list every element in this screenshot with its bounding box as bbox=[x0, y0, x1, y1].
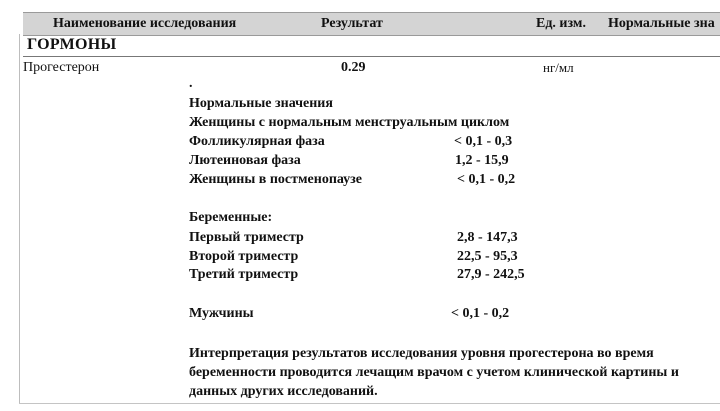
reference-t2-value: 22,5 - 95,3 bbox=[457, 249, 518, 264]
reference-luteal-label: Лютеиновая фаза bbox=[189, 153, 301, 168]
reference-t3-label: Третий триместр bbox=[189, 267, 299, 282]
reference-t1-label: Первый триместр bbox=[189, 230, 304, 245]
column-header-normal: Нормальные зна bbox=[608, 16, 715, 31]
reference-t2-label: Второй триместр bbox=[189, 249, 299, 264]
test-unit: нг/мл bbox=[543, 60, 574, 75]
reference-men-value: < 0,1 - 0,2 bbox=[451, 306, 510, 321]
column-header-result: Результат bbox=[321, 16, 383, 31]
column-header-name: Наименование исследования bbox=[53, 16, 237, 31]
section-title: ГОРМОНЫ bbox=[27, 36, 117, 53]
section-divider bbox=[23, 56, 720, 57]
table-bottom-border bbox=[19, 403, 720, 404]
reference-follicular-value: < 0,1 - 0,3 bbox=[454, 134, 513, 149]
reference-postmeno-value: < 0,1 - 0,2 bbox=[457, 172, 516, 187]
reference-note-line-1: Интерпретация результатов исследования уровня прогестерона во время bbox=[189, 346, 654, 361]
test-name: Прогестерон bbox=[23, 60, 100, 75]
reference-men-label: Мужчины bbox=[189, 306, 254, 321]
reference-note-line-2: беременности проводится лечащим врачом с учетом клинической картины и bbox=[189, 365, 679, 380]
table-left-border bbox=[19, 34, 20, 404]
reference-t3-value: 27,9 - 242,5 bbox=[457, 267, 525, 282]
reference-note-line-3: данных других исследований. bbox=[189, 384, 378, 399]
reference-normal-title: Нормальные значения bbox=[189, 96, 333, 111]
reference-women-cycle: Женщины с нормальным менструальным циклом bbox=[189, 115, 510, 130]
reference-bullet: . bbox=[189, 76, 193, 91]
table-header bbox=[23, 12, 720, 36]
test-result: 0.29 bbox=[341, 60, 366, 75]
reference-luteal-value: 1,2 - 15,9 bbox=[455, 153, 509, 168]
reference-postmeno-label: Женщины в постменопаузе bbox=[189, 172, 363, 187]
reference-pregnant-title: Беременные: bbox=[189, 210, 273, 225]
column-header-unit: Ед. изм. bbox=[536, 16, 586, 31]
reference-follicular-label: Фолликулярная фаза bbox=[189, 134, 325, 149]
reference-t1-value: 2,8 - 147,3 bbox=[457, 230, 518, 245]
